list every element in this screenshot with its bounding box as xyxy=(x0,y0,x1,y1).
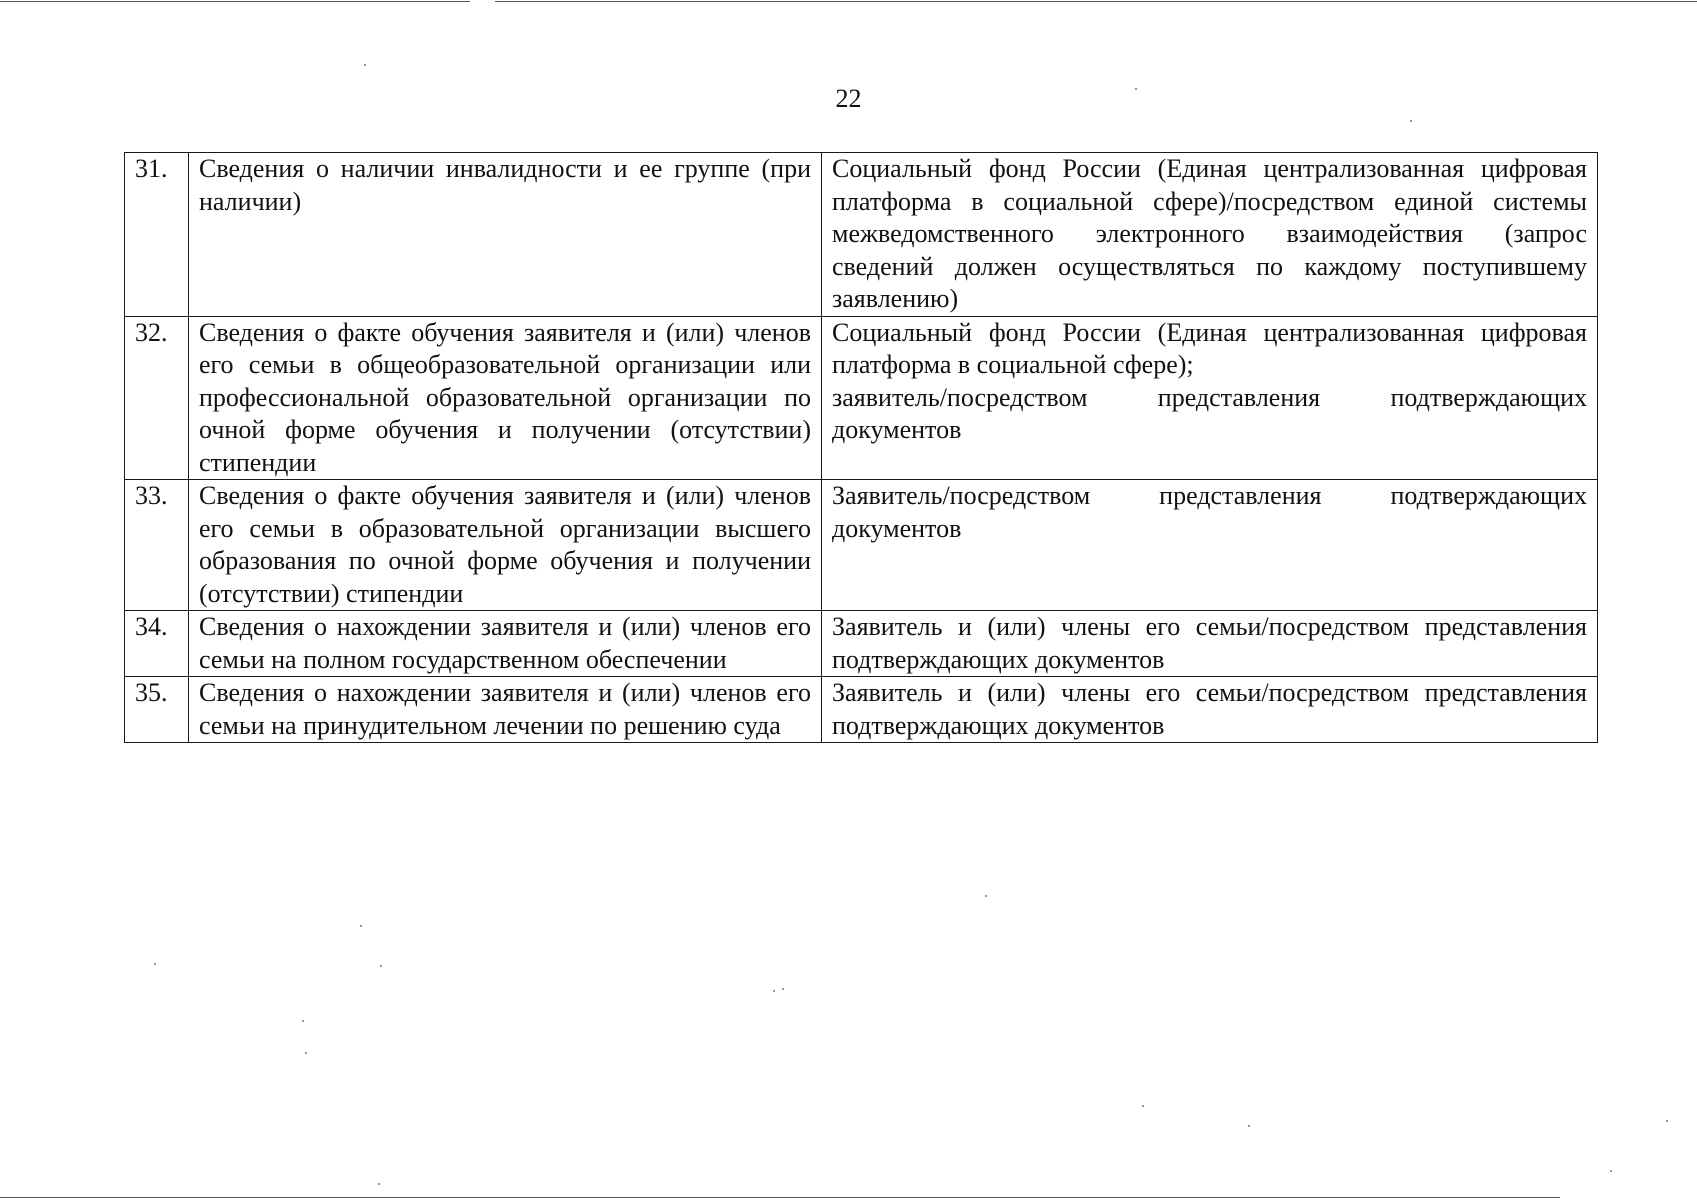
information-description: Сведения о нахождении заявителя и (или) членов его семьи на принудительном лечении по решению суда xyxy=(189,677,822,743)
scan-edge-top-left xyxy=(0,1,470,2)
scan-speck xyxy=(378,1183,380,1185)
page-number: 22 xyxy=(835,84,862,113)
source-text: Заявитель и (или) члены его семьи/посредством представления подтверждающих документов xyxy=(832,612,1587,674)
scan-speck xyxy=(985,895,987,897)
information-description: Сведения о нахождении заявителя и (или) членов его семьи на полном государственном обеспечении xyxy=(189,611,822,677)
information-source xyxy=(822,677,1598,743)
source-text: Заявитель/посредством представления подтверждающих документов xyxy=(832,481,1587,543)
source-text: заявитель/посредством представления подтверждающих документов xyxy=(832,382,1587,444)
scan-speck xyxy=(380,965,382,967)
table-row xyxy=(125,480,1598,611)
scan-speck xyxy=(154,963,156,965)
source-text: Заявитель и (или) члены его семьи/посредством представления подтверждающих документов xyxy=(832,678,1587,740)
row-number: 33. xyxy=(125,480,189,611)
scan-edge-top-right xyxy=(495,1,1697,2)
scan-speck xyxy=(773,990,775,992)
scan-speck xyxy=(1410,120,1412,122)
scan-speck xyxy=(1610,1170,1612,1172)
scan-edge-bottom xyxy=(0,1197,1560,1198)
information-source xyxy=(822,480,1598,611)
information-source xyxy=(822,153,1598,317)
scan-speck xyxy=(1666,1120,1668,1122)
table-row xyxy=(125,316,1598,480)
source-text: Социальный фонд России (Единая централизованная цифровая платформа в социальной сфере)/посредством единой системы межведомственного электронного взаимодействия (запрос сведений должен осуществляться по каждому поступившему заявлению) xyxy=(832,154,1587,313)
row-number: 34. xyxy=(125,611,189,677)
scan-speck xyxy=(360,925,362,927)
information-description: Сведения о факте обучения заявителя и (или) членов его семьи в общеобразовательной организации или профессиональной образовательной организации по очной форме обучения и получении (отсутствии) стипендии xyxy=(189,316,822,480)
row-number: 32. xyxy=(125,316,189,480)
scan-speck xyxy=(1142,1105,1144,1107)
table-row xyxy=(125,611,1598,677)
scan-speck xyxy=(364,64,366,66)
row-number: 35. xyxy=(125,677,189,743)
information-description: Сведения о наличии инвалидности и ее группе (при наличии) xyxy=(189,153,822,317)
scan-speck xyxy=(302,1020,304,1022)
information-source xyxy=(822,611,1598,677)
information-description: Сведения о факте обучения заявителя и (или) членов его семьи в образовательной организации высшего образования по очной форме обучения и получении (отсутствии) стипендии xyxy=(189,480,822,611)
table-row xyxy=(125,153,1598,317)
data-sources-table xyxy=(124,152,1598,743)
scan-speck xyxy=(1248,1125,1250,1127)
row-number: 31. xyxy=(125,153,189,317)
scan-speck xyxy=(782,988,784,990)
table-row xyxy=(125,677,1598,743)
source-text: Социальный фонд России (Единая централизованная цифровая платформа в социальной сфере); xyxy=(832,317,1587,379)
information-source xyxy=(822,316,1598,480)
scan-speck xyxy=(305,1052,307,1054)
